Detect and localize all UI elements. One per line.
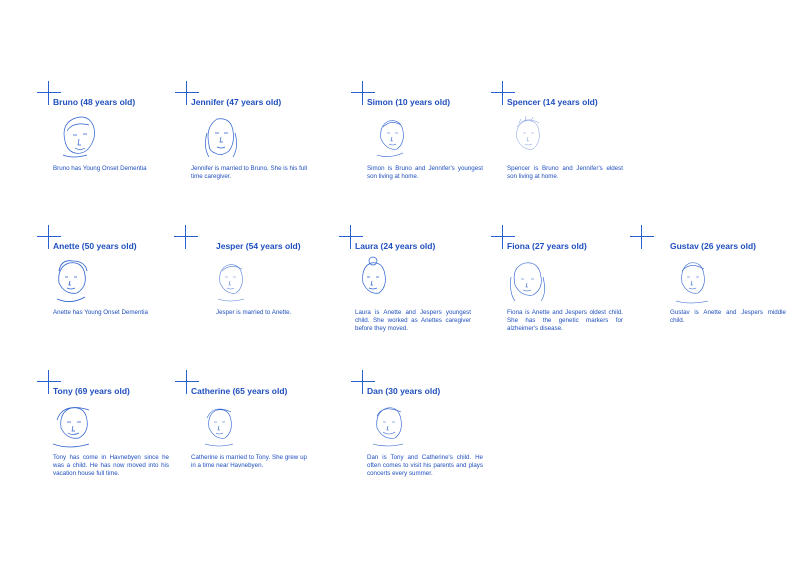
person-card-laura (355, 241, 490, 361)
jesper-portrait (216, 255, 276, 305)
person-name: Jesper (54 years old) (216, 241, 301, 251)
spencer-portrait (507, 111, 567, 161)
person-description: Laura is Anette and Jespers youngest child. She worked as Anettes caregiver before they moved. (355, 309, 471, 333)
person-name: Simon (10 years old) (367, 97, 451, 107)
person-description: Dan is Tony and Catherine's child. He often comes to visit his parents and plays concerts every summer. (367, 454, 483, 478)
person-description: Spencer is Bruno and Jennifer's eldest son living at home. (507, 165, 623, 181)
person-card-anette (53, 241, 188, 361)
person-card-tony (53, 386, 188, 506)
laura-portrait (355, 255, 415, 305)
person-name: Gustav (26 years old) (670, 241, 756, 251)
simon-portrait (367, 111, 427, 161)
person-description: Jennifer is married to Bruno. She is his full time caregiver. (191, 165, 307, 181)
bruno-portrait (53, 111, 113, 161)
person-card-fiona (507, 241, 642, 361)
fiona-portrait (507, 255, 567, 305)
person-name: Bruno (48 years old) (53, 97, 136, 107)
person-name: Tony (69 years old) (53, 386, 130, 396)
catherine-portrait (191, 400, 251, 450)
person-name: Anette (50 years old) (53, 241, 137, 251)
person-description: Gustav is Anette and Jespers middle child. (670, 309, 786, 325)
person-card-simon (367, 97, 502, 217)
person-description: Catherine is married to Tony. She grew up in a time near Havnebyen. (191, 454, 307, 470)
person-description: Bruno has Young Onset Dementia (53, 165, 147, 172)
person-description: Jesper is married to Anette. (216, 309, 292, 316)
person-name: Laura (24 years old) (355, 241, 436, 251)
anette-portrait (53, 255, 113, 305)
person-name: Dan (30 years old) (367, 386, 441, 396)
person-description: Tony has come in Havnebyen since he was a child. He has now moved into his vacation house full time. (53, 454, 169, 478)
crosshair-mark (174, 225, 198, 249)
person-description: Simon is Bruno and Jennifer's youngest son living at home. (367, 165, 483, 181)
person-name: Spencer (14 years old) (507, 97, 598, 107)
person-card-catherine (191, 386, 326, 506)
tony-portrait (53, 400, 113, 450)
person-name: Fiona (27 years old) (507, 241, 587, 251)
dan-portrait (367, 400, 427, 450)
person-card-gustav (670, 241, 804, 361)
jennifer-portrait (191, 111, 251, 161)
person-description: Fiona is Anette and Jespers oldest child. She has the genetic markers for alzheimer's disease. (507, 309, 623, 333)
person-name: Jennifer (47 years old) (191, 97, 282, 107)
person-card-spencer (507, 97, 642, 217)
person-card-jesper (216, 241, 351, 361)
person-description: Anette has Young Onset Dementia (53, 309, 148, 316)
person-card-jennifer (191, 97, 326, 217)
crosshair-mark (630, 225, 654, 249)
person-card-bruno (53, 97, 188, 217)
gustav-portrait (670, 255, 730, 305)
person-card-dan (367, 386, 502, 506)
person-name: Catherine (65 years old) (191, 386, 288, 396)
